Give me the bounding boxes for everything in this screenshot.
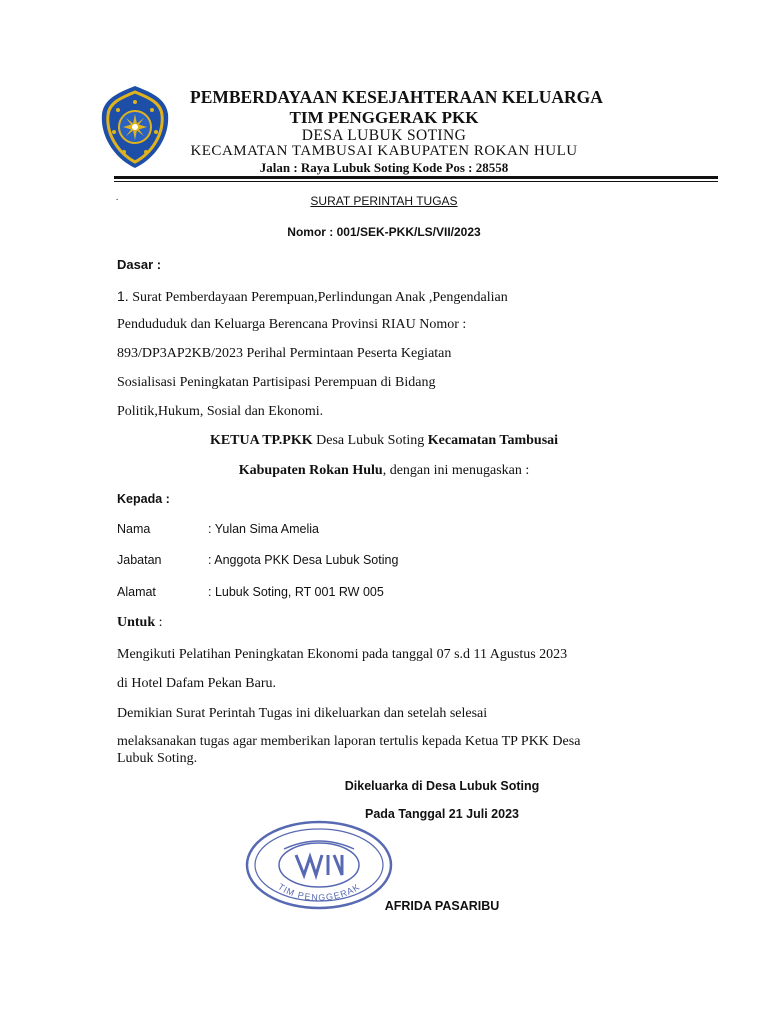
dasar-line-1-text: Surat Pemberdayaan Perempuan,Perlindungan Anak ,Pengendalian bbox=[128, 290, 508, 305]
field-value-alamat: : Lubuk Soting, RT 001 RW 005 bbox=[208, 585, 384, 599]
dasar-line-3: 893/DP3AP2KB/2023 Perihal Permintaan Peserta Kegiatan bbox=[117, 346, 452, 361]
ketua-line-2 bbox=[0, 463, 768, 479]
ketua-line-1 bbox=[0, 433, 768, 449]
untuk-heading bbox=[117, 615, 163, 631]
field-value-jabatan: : Anggota PKK Desa Lubuk Soting bbox=[208, 553, 399, 567]
field-value-nama: : Yulan Sima Amelia bbox=[208, 522, 319, 536]
dasar-label: Dasar : bbox=[117, 257, 162, 272]
body-line-5: Lubuk Soting. bbox=[117, 751, 198, 766]
signer-name: AFRIDA PASARIBU bbox=[384, 899, 500, 913]
header-rule-thin bbox=[114, 181, 718, 182]
org-district-line: KECAMATAN TAMBUSAI KABUPATEN ROKAN HULU bbox=[190, 143, 578, 159]
body-line-3: Demikian Surat Perintah Tugas ini dikeluarkan dan setelah selesai bbox=[117, 706, 488, 721]
org-name-line: PEMBERDAYAAN KESEJAHTERAAN KELUARGA bbox=[190, 87, 603, 107]
untuk-colon: : bbox=[155, 615, 163, 630]
official-stamp bbox=[244, 819, 394, 911]
untuk-label: Untuk bbox=[117, 615, 156, 630]
body-line-1: Mengikuti Pelatihan Peningkatan Ekonomi pada tanggal 07 s.d 11 Agustus 2023 bbox=[117, 647, 568, 662]
stamp-text: TIM PENGGERAK bbox=[276, 881, 362, 903]
ketua-assign: , dengan ini menugaskan : bbox=[382, 463, 530, 478]
org-village-line: DESA LUBUK SOTING bbox=[301, 127, 467, 144]
field-label-jabatan: Jabatan bbox=[117, 553, 162, 567]
pkk-logo bbox=[98, 84, 172, 170]
dasar-line-4: Sosialisasi Peningkatan Partisipasi Perempuan di Bidang bbox=[117, 375, 436, 390]
dasar-line-1 bbox=[117, 288, 508, 306]
body-line-2: di Hotel Dafam Pekan Baru. bbox=[117, 676, 277, 691]
letter-number: Nomor : 001/SEK-PKK/LS/VII/2023 bbox=[287, 225, 481, 239]
header-rule-thick bbox=[114, 176, 718, 179]
dasar-line-5: Politik,Hukum, Sosial dan Ekonomi. bbox=[117, 404, 324, 419]
ketua-village: Desa Lubuk Soting bbox=[312, 433, 428, 448]
field-label-alamat: Alamat bbox=[117, 585, 156, 599]
body-line-4: melaksanakan tugas agar memberikan laporan tertulis kepada Ketua TP PKK Desa bbox=[117, 734, 581, 749]
ketua-regency: Kabupaten Rokan Hulu bbox=[238, 463, 383, 478]
stray-mark: . bbox=[116, 192, 119, 202]
issued-date: Pada Tanggal 21 Juli 2023 bbox=[364, 807, 519, 821]
ketua-district: Kecamatan Tambusai bbox=[427, 433, 559, 448]
org-team-line: TIM PENGGERAK PKK bbox=[289, 108, 479, 127]
ketua-title: KETUA TP.PKK bbox=[209, 433, 313, 448]
issued-place: Dikeluarka di Desa Lubuk Soting bbox=[344, 779, 540, 793]
org-address-line: Jalan : Raya Lubuk Soting Kode Pos : 28558 bbox=[259, 160, 509, 175]
dasar-number: 1. bbox=[117, 288, 129, 304]
dasar-line-2: Pendududuk dan Keluarga Berencana Provinsi RIAU Nomor : bbox=[117, 317, 467, 332]
kepada-label: Kepada : bbox=[117, 492, 170, 506]
letter-title: SURAT PERINTAH TUGAS bbox=[310, 194, 458, 208]
field-label-nama: Nama bbox=[117, 522, 151, 536]
